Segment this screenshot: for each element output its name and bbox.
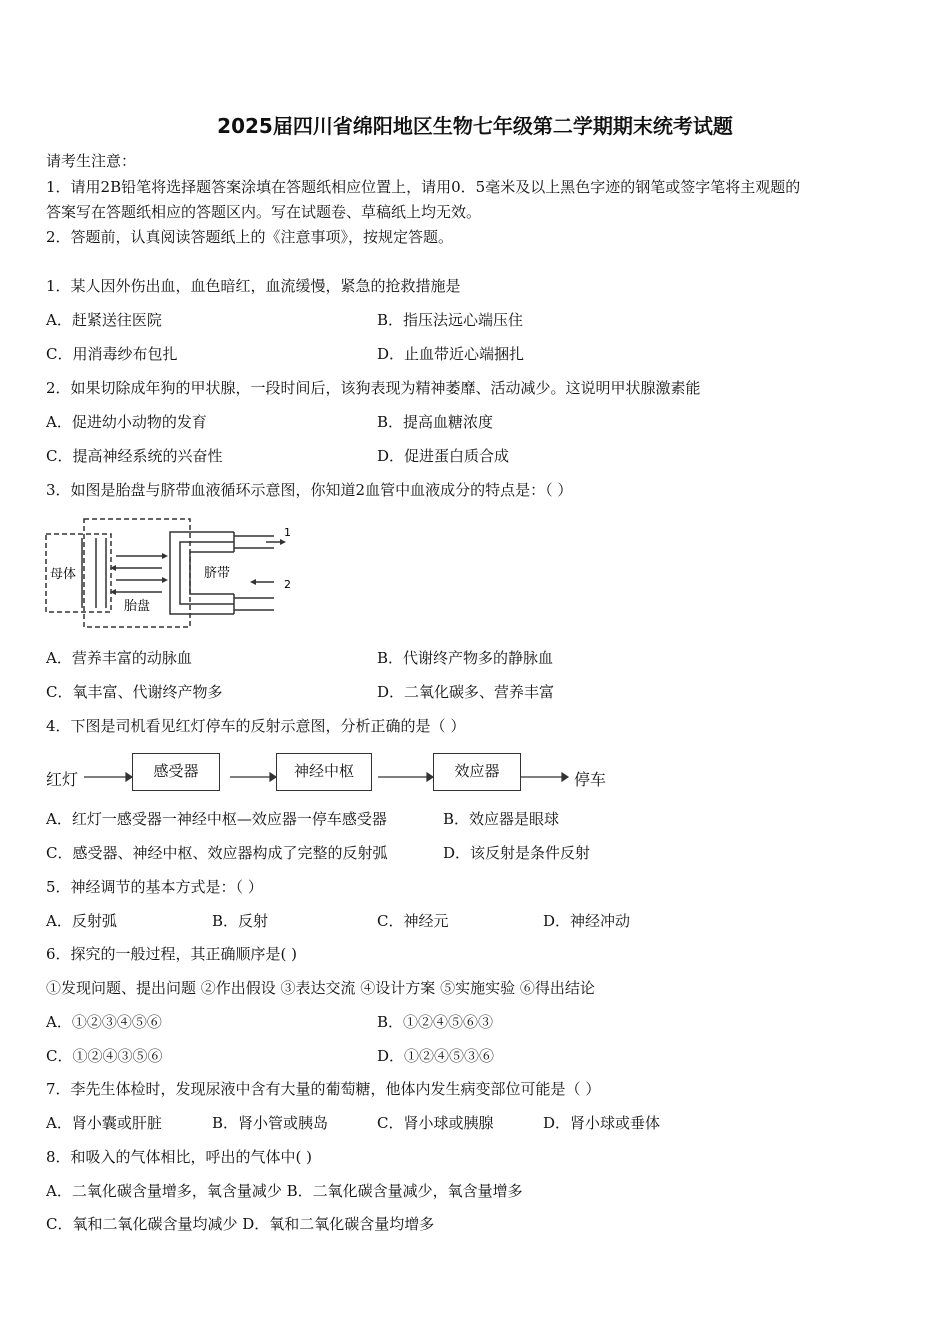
q7-option-c: C．肾小球或胰腺 bbox=[377, 1114, 494, 1132]
q8-options-ab: A．二氧化碳含量增多，氧含量减少 B．二氧化碳含量减少，氧含量增多 bbox=[46, 1182, 523, 1200]
label-placenta: 胎盘 bbox=[124, 599, 151, 614]
q6-option-c: C．①②④③⑤⑥ bbox=[46, 1047, 163, 1065]
q5-stem: 5．神经调节的基本方式是：（ ） bbox=[46, 878, 263, 896]
q3-option-c: C．氧丰富、代谢终产物多 bbox=[46, 683, 223, 701]
q2-option-c: C．提高神经系统的兴奋性 bbox=[46, 447, 223, 465]
q7-option-d: D．肾小球或垂体 bbox=[543, 1114, 661, 1132]
page-title: 2025届四川省绵阳地区生物七年级第二学期期末统考试题 bbox=[217, 114, 733, 138]
q4-option-d: D．该反射是条件反射 bbox=[443, 844, 591, 862]
q1-option-b: B．指压法远心端压住 bbox=[377, 311, 524, 329]
q5-option-d: D．神经冲动 bbox=[543, 912, 631, 930]
flow-end: 停车 bbox=[574, 770, 607, 789]
q3-option-d: D．二氧化碳多、营养丰富 bbox=[377, 683, 555, 701]
placenta-diagram bbox=[44, 516, 294, 631]
flow-start: 红灯 bbox=[46, 770, 79, 789]
q8-stem: 8．和吸入的气体相比，呼出的气体中( ) bbox=[46, 1148, 313, 1166]
flow-node-receptor: 感受器 bbox=[132, 753, 220, 791]
q5-option-c: C．神经元 bbox=[377, 912, 449, 930]
q7-option-a: A．肾小囊或肝脏 bbox=[46, 1114, 162, 1132]
notice-heading: 请考生注意： bbox=[46, 152, 137, 170]
q6-option-a: A．①②③④⑤⑥ bbox=[46, 1013, 162, 1031]
label-vessel-1: 1 bbox=[284, 526, 291, 539]
q1-option-d: D．止血带近心端捆扎 bbox=[377, 345, 525, 363]
q2-option-a: A．促进幼小动物的发育 bbox=[46, 413, 207, 431]
q2-option-b: B．提高血糖浓度 bbox=[377, 413, 494, 431]
q4-stem: 4．下图是司机看见红灯停车的反射示意图，分析正确的是（ ） bbox=[46, 717, 466, 735]
q8-options-cd: C．氧和二氧化碳含量均减少 D．氧和二氧化碳含量均增多 bbox=[46, 1215, 435, 1233]
q3-option-b: B．代谢终产物多的静脉血 bbox=[377, 649, 554, 667]
notice-line-2: 2．答题前，认真阅读答题纸上的《注意事项》，按规定答题。 bbox=[46, 228, 454, 246]
label-vessel-2: 2 bbox=[284, 578, 291, 591]
q1-option-a: A．赶紧送往医院 bbox=[46, 311, 162, 329]
q7-option-b: B．肾小管或胰岛 bbox=[212, 1114, 329, 1132]
flow-node-effector: 效应器 bbox=[433, 753, 521, 791]
q2-option-d: D．促进蛋白质合成 bbox=[377, 447, 510, 465]
q1-stem: 1．某人因外伤出血，血色暗红，血流缓慢，紧急的抢救措施是 bbox=[46, 277, 461, 295]
q4-option-b: B．效应器是眼球 bbox=[443, 810, 560, 828]
q6-option-b: B．①②④⑤⑥③ bbox=[377, 1013, 494, 1031]
q7-stem: 7．李先生体检时，发现尿液中含有大量的葡萄糖，他体内发生病变部位可能是（ ） bbox=[46, 1080, 601, 1098]
q4-option-c: C．感受器、神经中枢、效应器构成了完整的反射弧 bbox=[46, 844, 388, 862]
q4-option-a: A．红灯一感受器一神经中枢—效应器一停车感受器 bbox=[46, 810, 387, 828]
q5-option-a: A．反射弧 bbox=[46, 912, 117, 930]
notice-line-1a: 1．请用2B铅笔将选择题答案涂填在答题纸相应位置上，请用0．5毫米及以上黑色字迹的钢笔或签字笔将主观题的 bbox=[46, 178, 801, 196]
q2-stem: 2．如果切除成年狗的甲状腺，一段时间后，该狗表现为精神萎靡、活动减少。这说明甲状腺激素能 bbox=[46, 379, 701, 397]
q6-steps: ①发现问题、提出问题 ②作出假设 ③表达交流 ④设计方案 ⑤实施实验 ⑥得出结论 bbox=[46, 979, 595, 997]
label-umbilical: 脐带 bbox=[204, 566, 231, 581]
flow-arrows bbox=[0, 770, 950, 786]
q6-stem: 6．探究的一般过程，其正确顺序是( ) bbox=[46, 945, 298, 963]
q3-option-a: A．营养丰富的动脉血 bbox=[46, 649, 192, 667]
label-mother: 母体 bbox=[50, 567, 77, 582]
notice-line-1b: 答案写在答题纸相应的答题区内。写在试题卷、草稿纸上均无效。 bbox=[46, 203, 482, 221]
flow-node-center: 神经中枢 bbox=[276, 753, 372, 791]
q3-stem: 3．如图是胎盘与脐带血液循环示意图，你知道2血管中血液成分的特点是：（ ） bbox=[46, 481, 573, 499]
q5-option-b: B．反射 bbox=[212, 912, 269, 930]
q6-option-d: D．①②④⑤③⑥ bbox=[377, 1047, 495, 1065]
q1-option-c: C．用消毒纱布包扎 bbox=[46, 345, 178, 363]
